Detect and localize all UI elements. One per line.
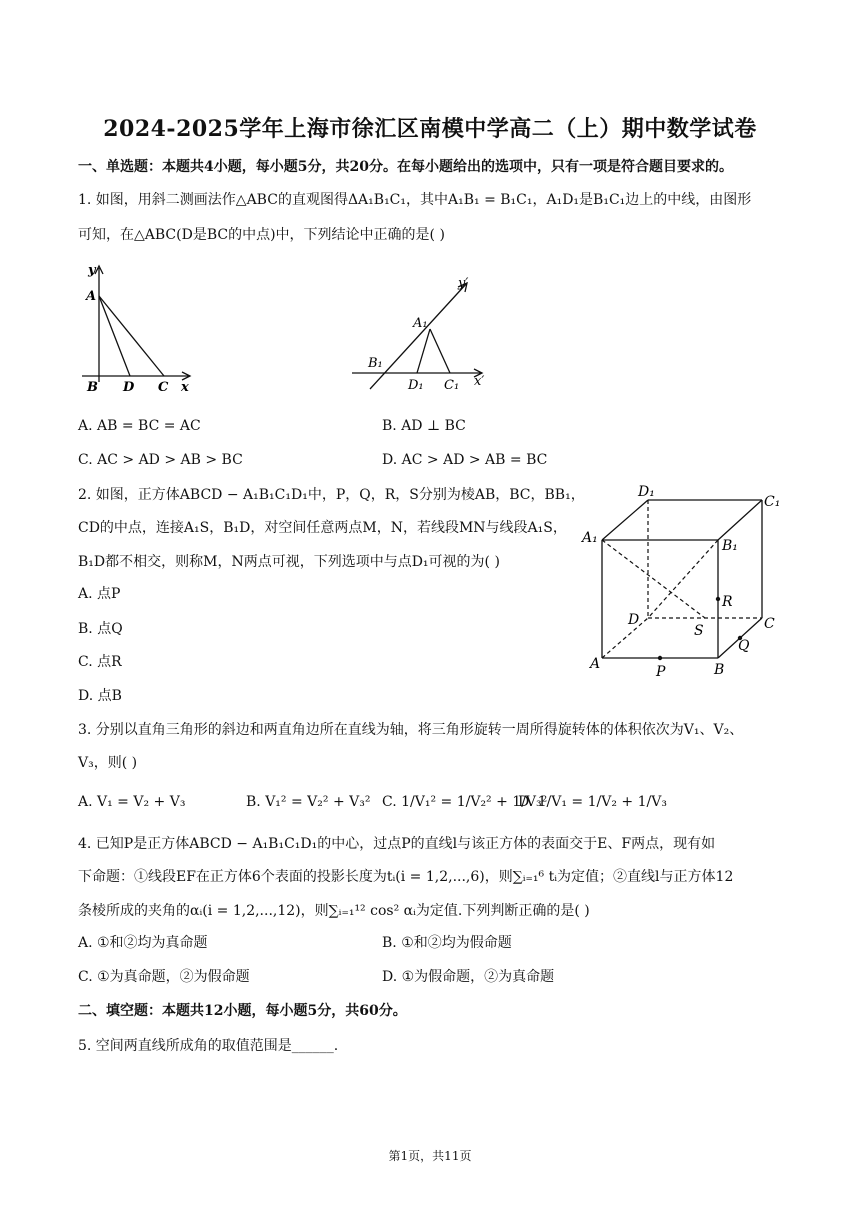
label-C1: C₁ (444, 378, 460, 393)
point-P (658, 656, 662, 660)
q2-option-d: D. 点B (78, 688, 122, 704)
cube-label-A1: A₁ (582, 530, 598, 546)
label-A: A (86, 289, 97, 304)
segment-A1S (602, 540, 705, 618)
q1-option-c: C. AC > AD > AB > BC (78, 452, 243, 468)
q2-line1: 2. 如图，正方体ABCD − A₁B₁C₁D₁中，P，Q，R，S分别为棱AB，BC，BB₁， (78, 487, 585, 503)
segment-A1C1 (430, 329, 450, 373)
q2-line2: CD的中点，连接A₁S，B₁D，对空间任意两点M，N，若线段MN与线段A₁S， (78, 520, 567, 536)
q2-line3: B₁D都不相交，则称M，N两点可视，下列选项中与点D₁可视的为( ) (78, 554, 500, 570)
label-x-prime: x′ (474, 374, 485, 389)
q1-figure-intuitive (350, 265, 500, 395)
cube-label-A: A (590, 656, 601, 672)
section-1-heading: 一、单选题：本题共4小题，每小题5分，共20分。在每小题给出的选项中，只有一项是符合题目要求的。 (78, 159, 733, 175)
q1-line2: 可知，在△ABC(D是BC的中点)中，下列结论中正确的是( ) (78, 227, 445, 243)
q3-option-c: C. 1/V₁² = 1/V₂² + 1/V₃² (382, 794, 548, 810)
q2-option-b: B. 点Q (78, 621, 123, 637)
q2-option-a: A. 点P (78, 586, 121, 602)
q5-line: 5. 空间两直线所成角的取值范围是______. (78, 1038, 339, 1054)
cube-label-P: P (656, 664, 666, 680)
q4-option-a: A. ①和②均为真命题 (78, 935, 208, 951)
edge-AD-hidden (602, 618, 648, 658)
q3-option-b: B. V₁² = V₂² + V₃² (246, 794, 371, 810)
cube-label-B1: B₁ (722, 538, 738, 554)
q3-option-a: A. V₁ = V₂ + V₃ (78, 794, 186, 810)
label-D: D (123, 380, 135, 392)
cube-label-B: B (714, 662, 725, 678)
q4-line2: 下命题：①线段EF在正方体6个表面的投影长度为tᵢ(i = 1,2,...,6)，则∑ᵢ₌₁⁶ tᵢ为定值；②直线l与正方体12 (78, 869, 734, 885)
q4-line1: 4. 已知P是正方体ABCD − A₁B₁C₁D₁的中心，过点P的直线l与该正方体的表面交于E、F两点，现有如 (78, 836, 716, 852)
q4-option-d: D. ①为假命题，②为真命题 (382, 969, 555, 985)
cube-label-D: D (628, 612, 640, 628)
label-y-prime: y′ (458, 276, 469, 291)
label-x: x (181, 380, 189, 392)
q3-line2: V₃，则( ) (78, 755, 138, 771)
segment-AC (99, 296, 164, 376)
label-A1: A₁ (413, 316, 428, 331)
edge-A1D1 (602, 500, 648, 540)
q3-option-d: D. 1/V₁ = 1/V₂ + 1/V₃ (518, 794, 667, 810)
label-B1: B₁ (368, 356, 383, 371)
q4-option-c: C. ①为真命题，②为假命题 (78, 969, 250, 985)
segment-AD (99, 296, 130, 376)
cube-label-Q: Q (738, 638, 750, 654)
q4-option-b: B. ①和②均为假命题 (382, 935, 512, 951)
page-footer: 第1页，共11页 (388, 1149, 472, 1163)
point-R (716, 597, 720, 601)
q2-cube-figure (580, 482, 790, 682)
cube-label-D1: D₁ (638, 484, 655, 500)
q1-figure-original (78, 260, 208, 392)
cube-label-C: C (764, 616, 775, 632)
label-D1: D₁ (408, 378, 424, 393)
q1-option-b: B. AD ⊥ BC (382, 418, 466, 434)
label-C: C (158, 380, 169, 392)
section-2-heading: 二、填空题：本题共12小题，每小题5分，共60分。 (78, 1003, 407, 1019)
label-y: y (88, 263, 96, 278)
page-title: 2024-2025学年上海市徐汇区南模中学高二（上）期中数学试卷 (103, 116, 757, 142)
q1-option-d: D. AC > AD > AB = BC (382, 452, 548, 468)
edge-B1C1 (718, 500, 762, 540)
label-B: B (87, 380, 98, 392)
q3-line1: 3. 分别以直角三角形的斜边和两直角边所在直线为轴，将三角形旋转一周所得旋转体的体积依次为V₁、V₂、 (78, 722, 744, 738)
q1-line1: 1. 如图，用斜二测画法作△ABC的直观图得ΔA₁B₁C₁，其中A₁B₁ = B₁C₁，A₁D₁是B₁C₁边上的中线，由图形 (78, 192, 752, 208)
cube-label-R: R (722, 594, 733, 610)
cube-label-S: S (694, 623, 704, 639)
cube-label-C1: C₁ (764, 494, 781, 510)
q2-option-c: C. 点R (78, 654, 122, 670)
segment-B1D (648, 540, 718, 618)
q1-option-a: A. AB = BC = AC (78, 418, 201, 434)
q4-line3: 条棱所成的夹角的αᵢ(i = 1,2,...,12)，则∑ᵢ₌₁¹² cos² αᵢ为定值.下列判断正确的是( ) (78, 903, 590, 919)
